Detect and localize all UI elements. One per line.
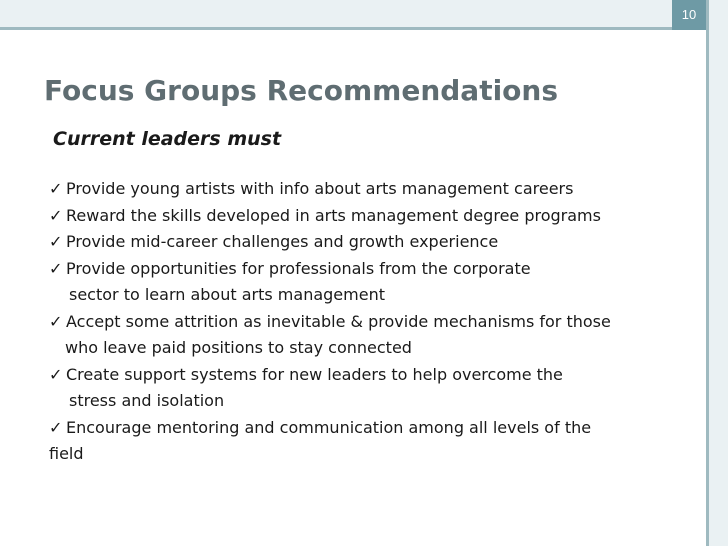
bullet-text: Provide young artists with info about arts management careers <box>66 179 574 198</box>
bullet-text: Encourage mentoring and communication among all levels of the <box>66 417 592 437</box>
list-item <box>49 176 699 203</box>
checkmark-icon: ✓ <box>49 205 63 225</box>
checkmark-icon: ✓ <box>49 417 63 437</box>
bullet-text: Provide opportunities for professionals from the corporate <box>66 258 531 278</box>
list-item <box>49 309 699 362</box>
checkmark-icon: ✓ <box>49 311 63 331</box>
bullet-continuation: field <box>49 444 84 463</box>
list-item <box>49 415 699 468</box>
bullet-continuation: stress and isolation <box>69 391 225 410</box>
bullet-text: Accept some attrition as inevitable & provide mechanisms for those <box>66 311 611 331</box>
checkmark-icon: ✓ <box>49 258 63 278</box>
header-bar <box>0 0 706 30</box>
bullet-text: Provide mid-career challenges and growth experience <box>66 232 499 251</box>
list-item <box>49 362 699 415</box>
bullet-text: Create support systems for new leaders to help overcome the <box>66 364 563 384</box>
bullet-continuation: who leave paid positions to stay connected <box>65 338 412 357</box>
list-item <box>49 229 699 256</box>
list-item <box>49 256 699 309</box>
slide-subtitle: Current leaders must <box>53 128 282 150</box>
list-item <box>49 203 699 230</box>
checkmark-icon: ✓ <box>49 364 63 384</box>
bullet-text: Reward the skills developed in arts management degree programs <box>66 205 601 225</box>
side-bar <box>706 0 728 546</box>
checkmark-icon: ✓ <box>49 232 63 251</box>
bullet-continuation: sector to learn about arts management <box>69 285 385 304</box>
slide-number: 10 <box>672 0 706 30</box>
slide-title: Focus Groups Recommendations <box>44 74 559 107</box>
recommendation-list <box>49 176 699 468</box>
checkmark-icon: ✓ <box>49 179 63 198</box>
